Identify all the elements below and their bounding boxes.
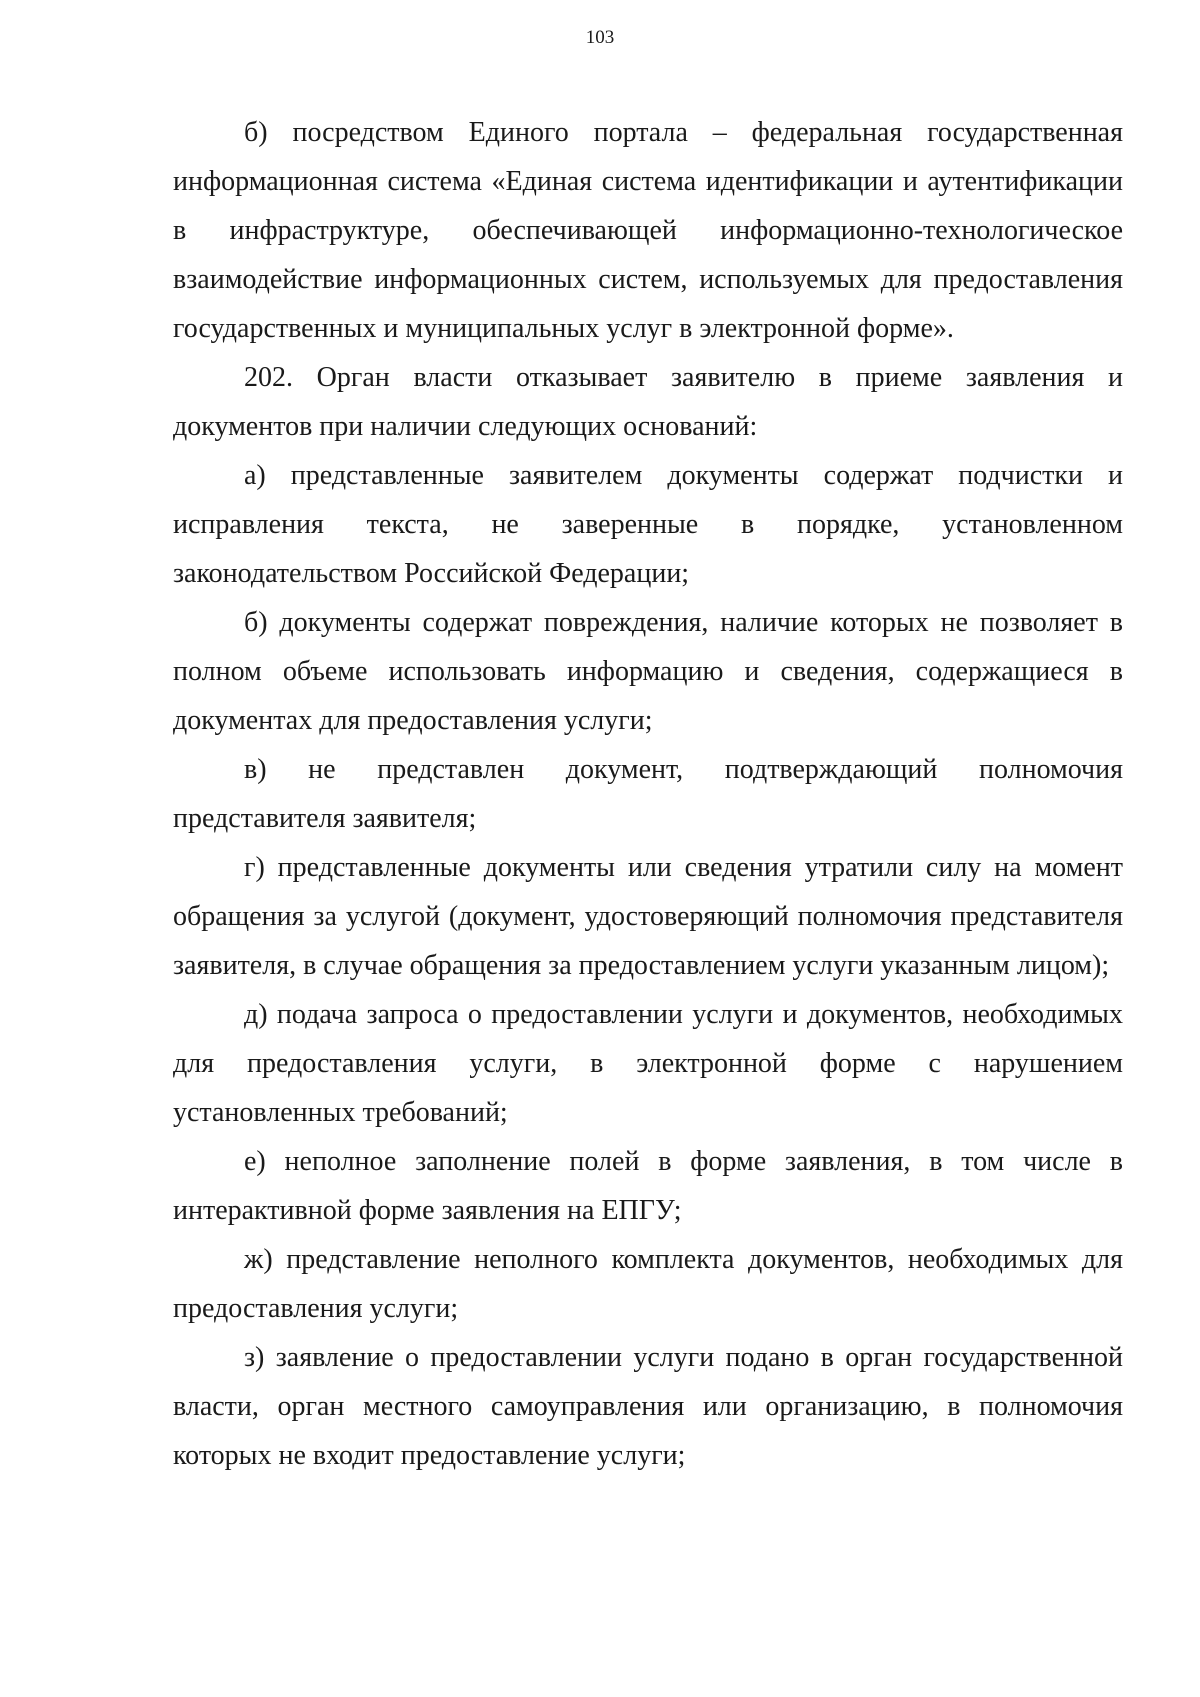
paragraph-z: з) заявление о предоставлении услуги подано в орган государственной власти, орган местного самоуправления или организацию, в полномочия которых не входит предоставление услуги; [173, 1342, 1123, 1471]
paragraph-zh: ж) представление неполного комплекта документов, необходимых для предоставления услуги; [173, 1244, 1123, 1324]
paragraph-d: д) подача запроса о предоставлении услуги и документов, необходимых для предоставления услуги, в электронной форме с нарушением установленных требований; [173, 999, 1123, 1128]
document-body [173, 108, 1123, 1480]
paragraph-e: е) неполное заполнение полей в форме заявления, в том числе в интерактивной форме заявления на ЕПГУ; [173, 1146, 1123, 1226]
paragraph-g: г) представленные документы или сведения утратили силу на момент обращения за услугой (документ, удостоверяющий полномочия представителя заявителя, в случае обращения за предоставлением услуги указанным лицом); [173, 852, 1123, 981]
paragraph-a: а) представленные заявителем документы содержат подчистки и исправления текста, не заверенные в порядке, установленном законодательством Российской Федерации; [173, 460, 1123, 589]
paragraph-b: б) документы содержат повреждения, наличие которых не позволяет в полном объеме использовать информацию и сведения, содержащиеся в документах для предоставления услуги; [173, 607, 1123, 736]
paragraph-v: в) не представлен документ, подтверждающий полномочия представителя заявителя; [173, 754, 1123, 834]
paragraph-b-portal: б) посредством Единого портала – федеральная государственная информационная система «Единая система идентификации и аутентификации в инфраструктуре, обеспечивающей информационно-технологическое взаимодействие информационных систем, используемых для предоставления государственных и муниципальных услуг в электронной форме». [173, 117, 1123, 344]
page-number: 103 [585, 27, 615, 48]
paragraph-202: 202. Орган власти отказывает заявителю в приеме заявления и документов при наличии следующих оснований: [173, 362, 1123, 442]
